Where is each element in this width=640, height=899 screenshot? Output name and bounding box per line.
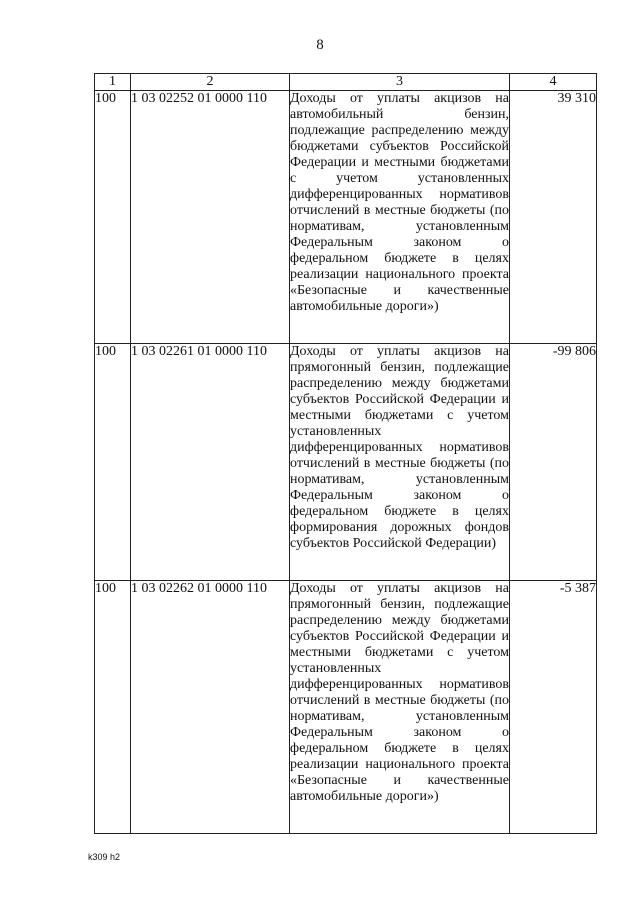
- amount-cell: 39 310: [510, 91, 597, 344]
- header-col-3: 3: [290, 74, 510, 91]
- table-row: [95, 581, 597, 834]
- budget-code-cell: 1 03 02262 01 0000 110: [131, 581, 290, 834]
- description-text: Доходы от уплаты акцизов на автомобильный бензин, подлежащие распределению между бюджетами субъектов Российской Федерации и местными бюджетами с учетом установленных дифференцированных нормативов отчислений в местные бюджеты (по нормативам, установленным Федеральным законом о федеральном бюджете в целях реализации национального проекта «Безопасные и качественные автомобильные дороги»): [290, 91, 509, 314]
- admin-code-cell: 100: [95, 344, 131, 581]
- admin-code-cell: 100: [95, 581, 131, 834]
- description-cell: [290, 91, 510, 344]
- header-col-1: 1: [95, 74, 131, 91]
- table-header-row: [95, 74, 597, 91]
- revenue-table: [94, 73, 597, 834]
- table-row: [95, 91, 597, 344]
- budget-code-cell: 1 03 02261 01 0000 110: [131, 344, 290, 581]
- amount-cell: -5 387: [510, 581, 597, 834]
- page-number: 8: [316, 37, 324, 53]
- footer-code: k309 h2: [88, 852, 121, 862]
- table-row: [95, 344, 597, 581]
- header-col-4: 4: [510, 74, 597, 91]
- description-cell: [290, 344, 510, 581]
- description-text: Доходы от уплаты акцизов на прямогонный бензин, подлежащие распределению между бюджетами субъектов Российской Федерации и местными бюджетами с учетом установленных дифференцированных нормативов отчислений в местные бюджеты (по нормативам, установленным Федеральным законом о федеральном бюджете в целях реализации национального проекта «Безопасные и качественные автомобильные дороги»): [290, 581, 509, 804]
- amount-cell: -99 806: [510, 344, 597, 581]
- description-cell: [290, 581, 510, 834]
- description-text: Доходы от уплаты акцизов на прямогонный бензин, подлежащие распределению между бюджетами субъектов Российской Федерации и местными бюджетами с учетом установленных дифференцированных нормативов отчислений в местные бюджеты (по нормативам, установленным Федеральным законом о федеральном бюджете в целях формирования дорожных фондов субъектов Российской Федерации): [290, 344, 509, 551]
- admin-code-cell: 100: [95, 91, 131, 344]
- budget-code-cell: 1 03 02252 01 0000 110: [131, 91, 290, 344]
- header-col-2: 2: [131, 74, 290, 91]
